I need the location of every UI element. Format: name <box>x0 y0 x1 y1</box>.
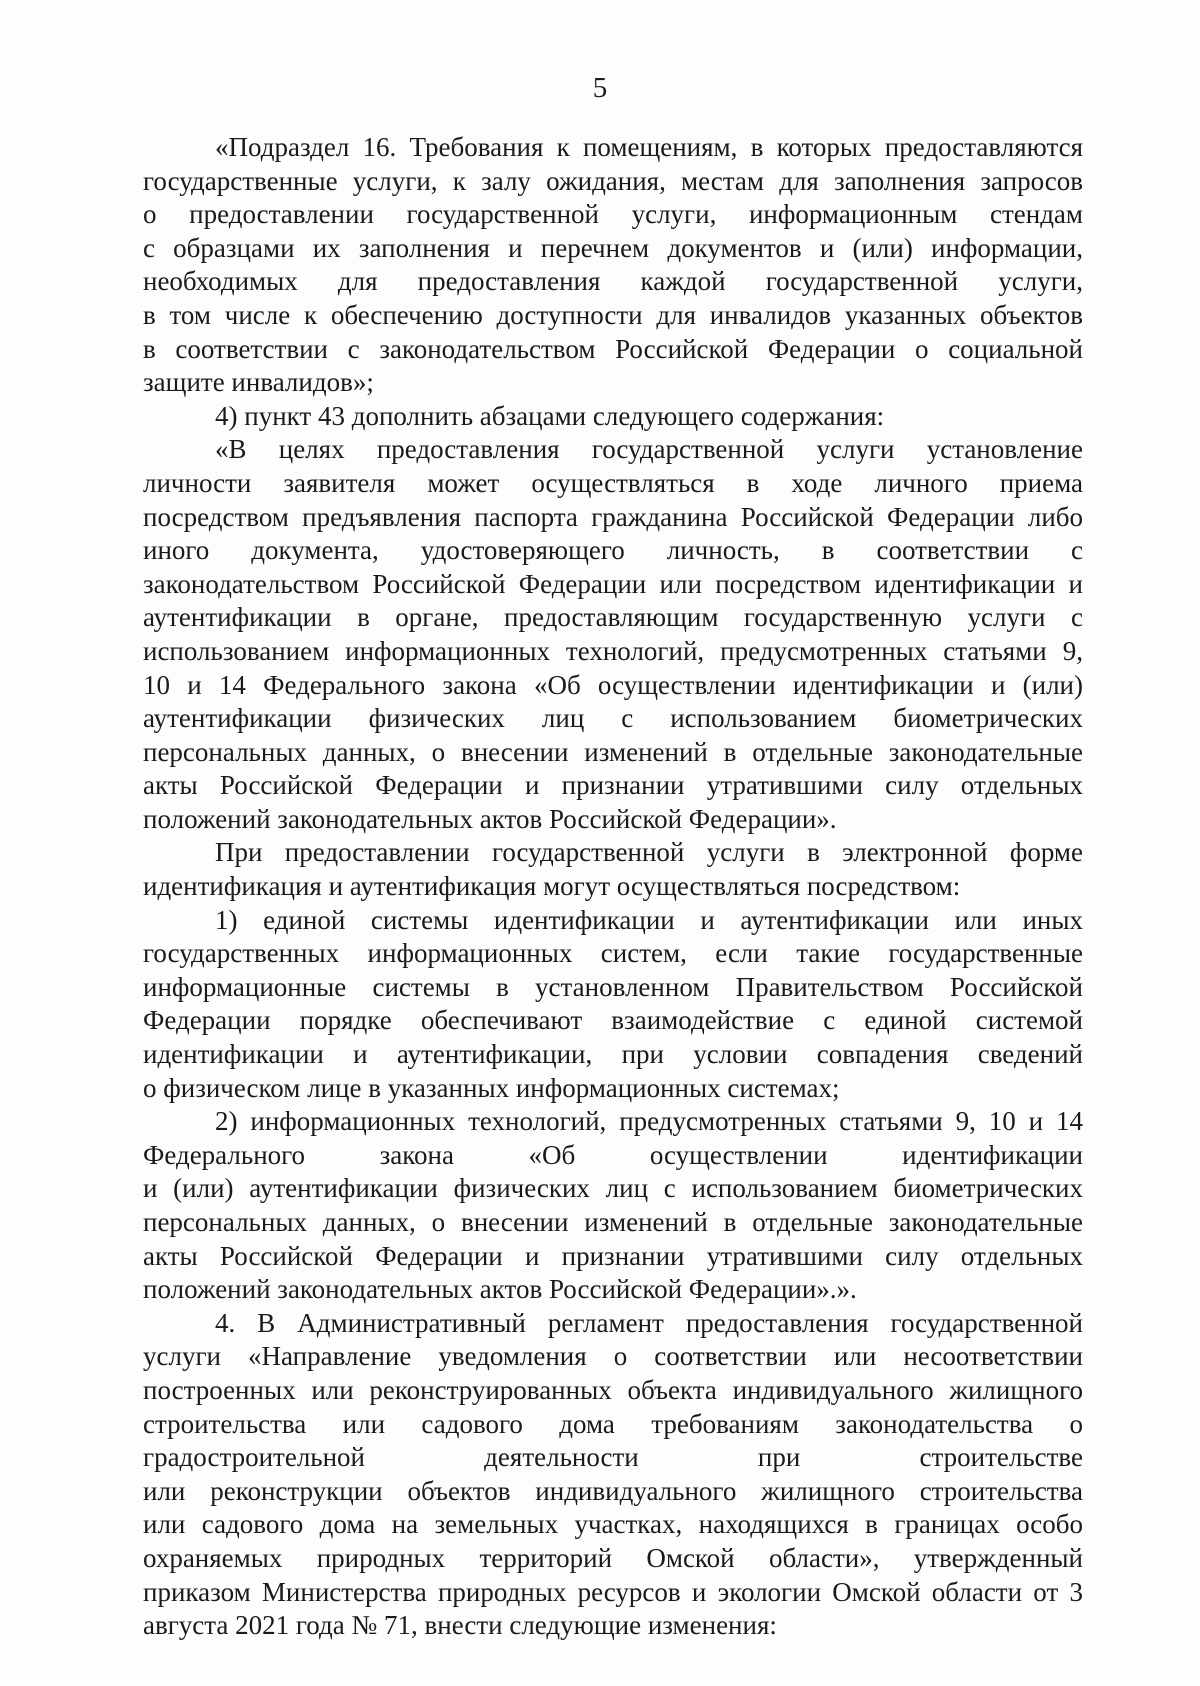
text-line: Федерального закона «Об осуществлении идентификации <box>143 1139 1083 1170</box>
text-line: строительства или садового дома требованиям законодательства о <box>143 1408 1083 1439</box>
text-line: положений законодательных актов Российской Федерации». <box>143 803 837 834</box>
text-line: услуги «Направление уведомления о соответствии или несоответствии <box>143 1341 1083 1372</box>
text-line: При предоставлении государственной услуги в электронной форме <box>215 837 1083 868</box>
text-line: «В целях предоставления государственной услуги установление <box>215 434 1083 465</box>
text-line: в соответствии с законодательством Российской Федерации о социальной <box>143 333 1083 364</box>
text-line: и (или) аутентификации физических лиц с использованием биометрических <box>143 1173 1083 1204</box>
text-line: посредством предъявления паспорта гражданина Российской Федерации либо <box>143 501 1083 532</box>
text-line: 1) единой системы идентификации и аутентификации или иных <box>215 904 1083 935</box>
text-line: 2) информационных технологий, предусмотренных статьями 9, 10 и 14 <box>215 1106 1083 1137</box>
text-line: аутентификации в органе, предоставляющим государственную услуги с <box>143 602 1083 633</box>
text-line: идентификации и аутентификации, при условии совпадения сведений <box>143 1039 1083 1070</box>
text-line: государственные услуги, к залу ожидания, местам для заполнения запросов <box>143 165 1083 196</box>
text-line: в том числе к обеспечению доступности для инвалидов указанных объектов <box>143 299 1083 330</box>
text-line: личности заявителя может осуществляться в ходе личного приема <box>143 467 1083 498</box>
text-line: иного документа, удостоверяющего личность, в соответствии с <box>143 535 1083 566</box>
text-line: государственных информационных систем, если такие государственные <box>143 938 1083 969</box>
text-line: аутентификации физических лиц с использованием биометрических <box>143 703 1083 734</box>
text-line: законодательством Российской Федерации или посредством идентификации и <box>143 568 1083 599</box>
text-line: охраняемых природных территорий Омской области», утвержденный <box>143 1542 1083 1573</box>
text-line: персональных данных, о внесении изменений в отдельные законодательные <box>143 736 1083 767</box>
text-line: 4. В Административный регламент предоставления государственной <box>215 1307 1083 1338</box>
text-line: использованием информационных технологий, предусмотренных статьями 9, <box>143 635 1083 666</box>
text-line: или реконструкции объектов индивидуального жилищного строительства <box>143 1475 1083 1506</box>
text-line: положений законодательных актов Российской Федерации».». <box>143 1274 857 1305</box>
text-line: градостроительной деятельности при строительстве <box>143 1442 1083 1473</box>
text-line: построенных или реконструированных объекта индивидуального жилищного <box>143 1374 1083 1405</box>
text-line: или садового дома на земельных участках, находящихся в границах особо <box>143 1509 1083 1540</box>
text-line: 4) пункт 43 дополнить абзацами следующего содержания: <box>215 400 885 431</box>
text-line: приказом Министерства природных ресурсов и экологии Омской области от 3 <box>143 1576 1083 1607</box>
text-line: необходимых для предоставления каждой государственной услуги, <box>143 266 1083 297</box>
text-line: Федерации порядке обеспечивают взаимодействие с единой системой <box>143 1005 1083 1036</box>
text-line: идентификация и аутентификация могут осуществляться посредством: <box>143 871 961 902</box>
text-line: 10 и 14 Федерального закона «Об осуществлении идентификации и (или) <box>143 669 1083 700</box>
text-line: августа 2021 года № 71, внести следующие изменения: <box>143 1610 777 1641</box>
text-line: о физическом лице в указанных информационных системах; <box>143 1072 840 1103</box>
text-line: защите инвалидов»; <box>143 367 374 398</box>
page-number: 5 <box>592 72 608 104</box>
text-line: акты Российской Федерации и признании утратившими силу отдельных <box>143 770 1083 801</box>
text-line: акты Российской Федерации и признании утратившими силу отдельных <box>143 1240 1083 1271</box>
text-line: информационные системы в установленном Правительством Российской <box>143 971 1083 1002</box>
text-line: о предоставлении государственной услуги, информационным стендам <box>143 199 1083 230</box>
text-line: персональных данных, о внесении изменений в отдельные законодательные <box>143 1207 1083 1237</box>
text-line: с образцами их заполнения и перечнем документов и (или) информации, <box>143 232 1083 263</box>
document-body <box>143 131 1083 1643</box>
text-line: «Подраздел 16. Требования к помещениям, в которых предоставляются <box>215 132 1083 162</box>
